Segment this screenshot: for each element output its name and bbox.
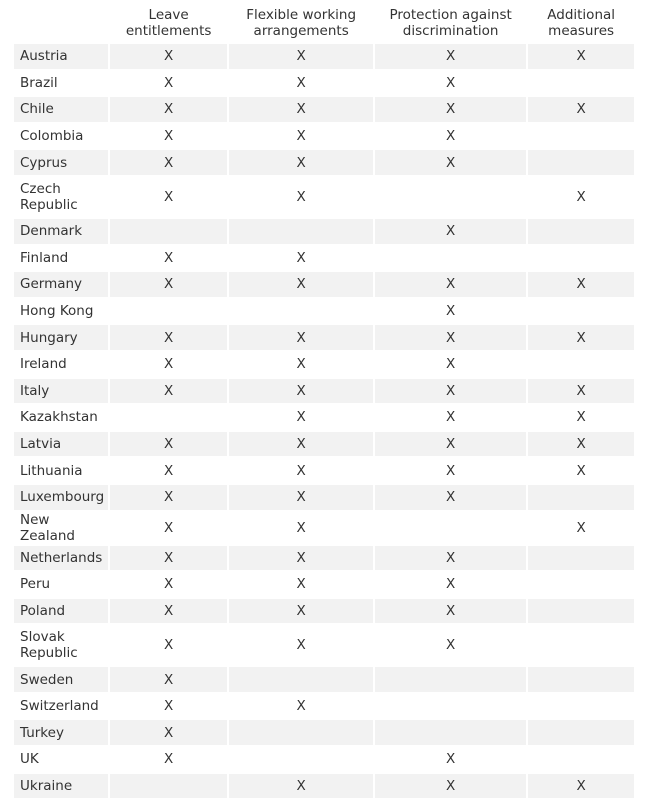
mark-cell: [229, 219, 373, 244]
mark-cell: X: [528, 97, 634, 122]
mark-cell: X: [528, 774, 634, 799]
country-cell: Luxembourg: [14, 485, 108, 510]
mark-cell: X: [164, 751, 174, 768]
table-row: [14, 97, 634, 122]
mark-cell: [375, 694, 526, 719]
mark-cell: X: [375, 97, 526, 122]
mark-cell: X: [446, 128, 456, 145]
mark-cell: X: [375, 325, 526, 350]
mark-cell: X: [375, 599, 526, 624]
mark-cell: X: [576, 519, 586, 536]
mark-cell: X: [446, 356, 456, 373]
country-cell: Finland: [20, 249, 69, 266]
mark-cell: X: [164, 698, 174, 715]
mark-cell: [528, 352, 634, 377]
table-row: [14, 458, 634, 483]
mark-cell: [229, 299, 373, 324]
mark-cell: [110, 219, 227, 244]
mark-cell: X: [110, 150, 227, 175]
mark-cell: [375, 177, 526, 217]
mark-cell: X: [446, 303, 456, 320]
mark-cell: X: [446, 74, 456, 91]
mark-cell: X: [164, 188, 174, 205]
mark-cell: X: [229, 432, 373, 457]
mark-cell: [528, 599, 634, 624]
mark-cell: X: [296, 74, 306, 91]
table-row: [14, 219, 634, 244]
country-cell: Denmark: [14, 219, 108, 244]
country-cell: Latvia: [14, 432, 108, 457]
mark-cell: X: [375, 485, 526, 510]
country-cell: Poland: [14, 599, 108, 624]
mark-cell: X: [446, 409, 456, 426]
table-row: [14, 405, 634, 430]
mark-cell: [110, 299, 227, 324]
mark-cell: X: [164, 576, 174, 593]
country-cell: Brazil: [20, 74, 58, 91]
policy-table: [12, 4, 636, 800]
mark-cell: X: [296, 356, 306, 373]
mark-cell: X: [229, 485, 373, 510]
table-row: [14, 379, 634, 404]
mark-cell: X: [110, 599, 227, 624]
table-row: [14, 44, 634, 69]
mark-cell: X: [528, 44, 634, 69]
mark-cell: [528, 485, 634, 510]
country-cell: Germany: [14, 272, 108, 297]
mark-cell: X: [164, 74, 174, 91]
country-cell: Netherlands: [14, 546, 108, 571]
country-cell: Ukraine: [14, 774, 108, 799]
mark-cell: X: [528, 325, 634, 350]
table-row: [14, 432, 634, 457]
mark-cell: X: [528, 379, 634, 404]
table-row: [14, 747, 634, 772]
mark-cell: X: [110, 432, 227, 457]
mark-cell: X: [229, 150, 373, 175]
mark-cell: X: [229, 325, 373, 350]
mark-cell: [110, 405, 227, 430]
table-row: [14, 352, 634, 377]
mark-cell: X: [576, 409, 586, 426]
country-cell: Sweden: [14, 667, 108, 692]
mark-cell: X: [375, 272, 526, 297]
mark-cell: X: [110, 325, 227, 350]
table-row: [14, 177, 634, 217]
table-body: [14, 44, 634, 798]
mark-cell: X: [296, 698, 306, 715]
mark-cell: X: [446, 751, 456, 768]
mark-cell: X: [164, 637, 174, 654]
mark-cell: X: [446, 462, 456, 479]
mark-cell: X: [110, 485, 227, 510]
mark-cell: X: [164, 462, 174, 479]
country-cell: Cyprus: [14, 150, 108, 175]
table-row: [14, 667, 634, 692]
table-row: [14, 625, 634, 665]
country-cell: Austria: [14, 44, 108, 69]
mark-cell: X: [296, 249, 306, 266]
mark-cell: X: [296, 409, 306, 426]
mark-cell: [229, 667, 373, 692]
mark-cell: [528, 625, 634, 665]
mark-cell: X: [446, 637, 456, 654]
mark-cell: X: [110, 272, 227, 297]
country-cell: Hong Kong: [20, 303, 94, 320]
table-row: [14, 546, 634, 571]
mark-cell: [528, 720, 634, 745]
table-row: [14, 325, 634, 350]
mark-cell: X: [110, 97, 227, 122]
mark-cell: X: [296, 462, 306, 479]
mark-cell: [528, 572, 634, 597]
mark-cell: X: [296, 188, 306, 205]
mark-cell: [528, 667, 634, 692]
country-cell: UK: [20, 751, 39, 768]
mark-cell: [375, 720, 526, 745]
mark-cell: X: [110, 44, 227, 69]
table-row: [14, 774, 634, 799]
mark-cell: X: [375, 546, 526, 571]
mark-cell: X: [229, 599, 373, 624]
country-cell: New Zealand: [20, 511, 75, 544]
mark-cell: [229, 747, 373, 772]
header-leave-entitlements: Leave entitlements: [125, 7, 212, 39]
table-row: [14, 694, 634, 719]
mark-cell: X: [110, 720, 227, 745]
mark-cell: X: [576, 462, 586, 479]
mark-cell: X: [164, 519, 174, 536]
country-cell: Chile: [14, 97, 108, 122]
mark-cell: X: [528, 432, 634, 457]
mark-cell: X: [229, 379, 373, 404]
mark-cell: [375, 246, 526, 271]
mark-cell: X: [110, 379, 227, 404]
mark-cell: [528, 246, 634, 271]
country-cell: Hungary: [14, 325, 108, 350]
mark-cell: X: [375, 150, 526, 175]
country-cell: Kazakhstan: [20, 409, 98, 426]
mark-cell: X: [229, 44, 373, 69]
country-cell: Turkey: [14, 720, 108, 745]
header-protection-discrimination: Protection against discrimination: [389, 7, 512, 39]
header-country: [14, 6, 108, 42]
mark-cell: X: [375, 219, 526, 244]
table-row: [14, 246, 634, 271]
mark-cell: [528, 747, 634, 772]
mark-cell: X: [164, 128, 174, 145]
mark-cell: [528, 299, 634, 324]
mark-cell: X: [375, 379, 526, 404]
mark-cell: X: [229, 774, 373, 799]
mark-cell: X: [164, 356, 174, 373]
header-row: [14, 6, 634, 42]
mark-cell: [110, 774, 227, 799]
mark-cell: [528, 546, 634, 571]
country-cell: Lithuania: [20, 462, 83, 479]
mark-cell: [528, 71, 634, 96]
mark-cell: X: [375, 44, 526, 69]
mark-cell: X: [296, 128, 306, 145]
table-row: [14, 71, 634, 96]
table-row: [14, 272, 634, 297]
table-row: [14, 485, 634, 510]
mark-cell: X: [229, 546, 373, 571]
table-row: [14, 124, 634, 149]
mark-cell: [229, 720, 373, 745]
mark-cell: X: [110, 667, 227, 692]
mark-cell: X: [296, 576, 306, 593]
table-row: [14, 299, 634, 324]
country-cell: Ireland: [20, 356, 67, 373]
country-cell: Peru: [20, 576, 51, 593]
mark-cell: X: [229, 97, 373, 122]
mark-cell: [375, 512, 526, 544]
mark-cell: [528, 219, 634, 244]
mark-cell: X: [229, 272, 373, 297]
mark-cell: X: [296, 637, 306, 654]
table-row: [14, 572, 634, 597]
mark-cell: X: [375, 774, 526, 799]
table-row: [14, 512, 634, 544]
mark-cell: X: [576, 188, 586, 205]
mark-cell: [528, 694, 634, 719]
header-flexible-working: Flexible working arrangements: [246, 7, 357, 39]
mark-cell: [528, 150, 634, 175]
country-cell: Czech Republic: [20, 180, 78, 213]
country-cell: Switzerland: [20, 698, 99, 715]
table-row: [14, 720, 634, 745]
table-row: [14, 150, 634, 175]
table-row: [14, 599, 634, 624]
header-additional-measures: Additional measures: [547, 7, 616, 39]
mark-cell: [528, 124, 634, 149]
mark-cell: X: [164, 249, 174, 266]
country-cell: Italy: [14, 379, 108, 404]
mark-cell: X: [110, 546, 227, 571]
mark-cell: X: [528, 272, 634, 297]
mark-cell: [375, 667, 526, 692]
mark-cell: X: [446, 576, 456, 593]
country-cell: Slovak Republic: [20, 629, 78, 662]
mark-cell: X: [375, 432, 526, 457]
country-cell: Colombia: [20, 128, 84, 145]
mark-cell: X: [296, 519, 306, 536]
